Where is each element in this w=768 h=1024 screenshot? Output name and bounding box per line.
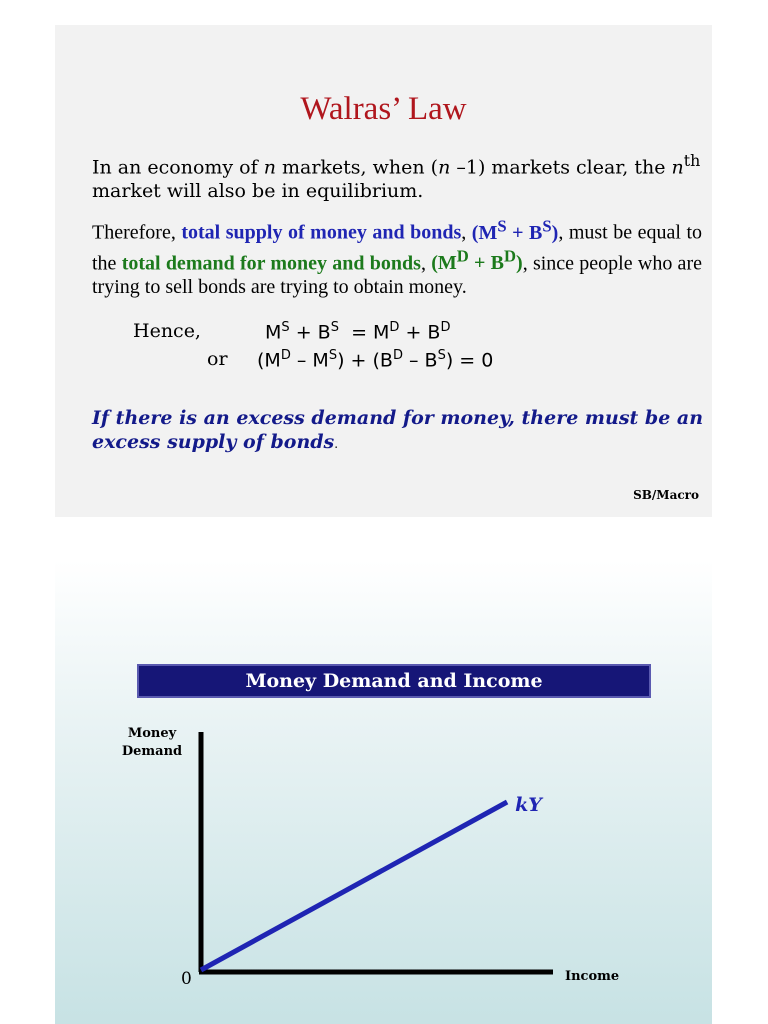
footer-label: SB/Macro — [633, 488, 699, 502]
chart-title-banner: Money Demand and Income — [137, 664, 651, 698]
or-equation: $(M^D - M^S) + (B^D - B^S) = 0$ — [257, 348, 494, 372]
intro-paragraph: In an economy of n markets, when (n –1) markets clear, the $n^{th}$ market will also be in equilibrium. — [92, 151, 701, 203]
money-demand-slide — [55, 560, 712, 1024]
ky-series-label: kY — [515, 794, 542, 816]
walras-law-slide — [55, 25, 712, 517]
excess-demand-note: If there is an excess demand for money, there must be an excess supply of bonds. — [92, 407, 704, 453]
money-demand-chart — [55, 560, 712, 1024]
or-label: or — [207, 348, 228, 370]
supply-formula: $(M^S + B^S)$ — [471, 216, 559, 244]
therefore-paragraph: Therefore, total supply of money and bonds, $(M^S + B^S)$, must be equal to the total demand for money and bonds, $(M^D + B^D)$, since people who are trying to sell bonds are trying to obtain money. — [92, 216, 703, 299]
demand-formula: $(M^D + B^D)$ — [431, 246, 523, 275]
y-axis-label-line2: Demand — [121, 744, 183, 759]
ky-series-line — [201, 802, 507, 970]
x-axis-label: Income — [565, 969, 620, 984]
supply-phrase: total supply of money and bonds — [181, 221, 462, 244]
y-axis-label-line1: Money — [127, 726, 177, 741]
demand-phrase: total demand for money and bonds — [121, 252, 421, 275]
hence-equation: $M^S + B^S = M^D + B^D$ — [265, 320, 451, 344]
hence-label: Hence, — [133, 320, 201, 342]
origin-label: 0 — [181, 969, 192, 989]
slide-title: Walras’ Law — [300, 91, 467, 127]
